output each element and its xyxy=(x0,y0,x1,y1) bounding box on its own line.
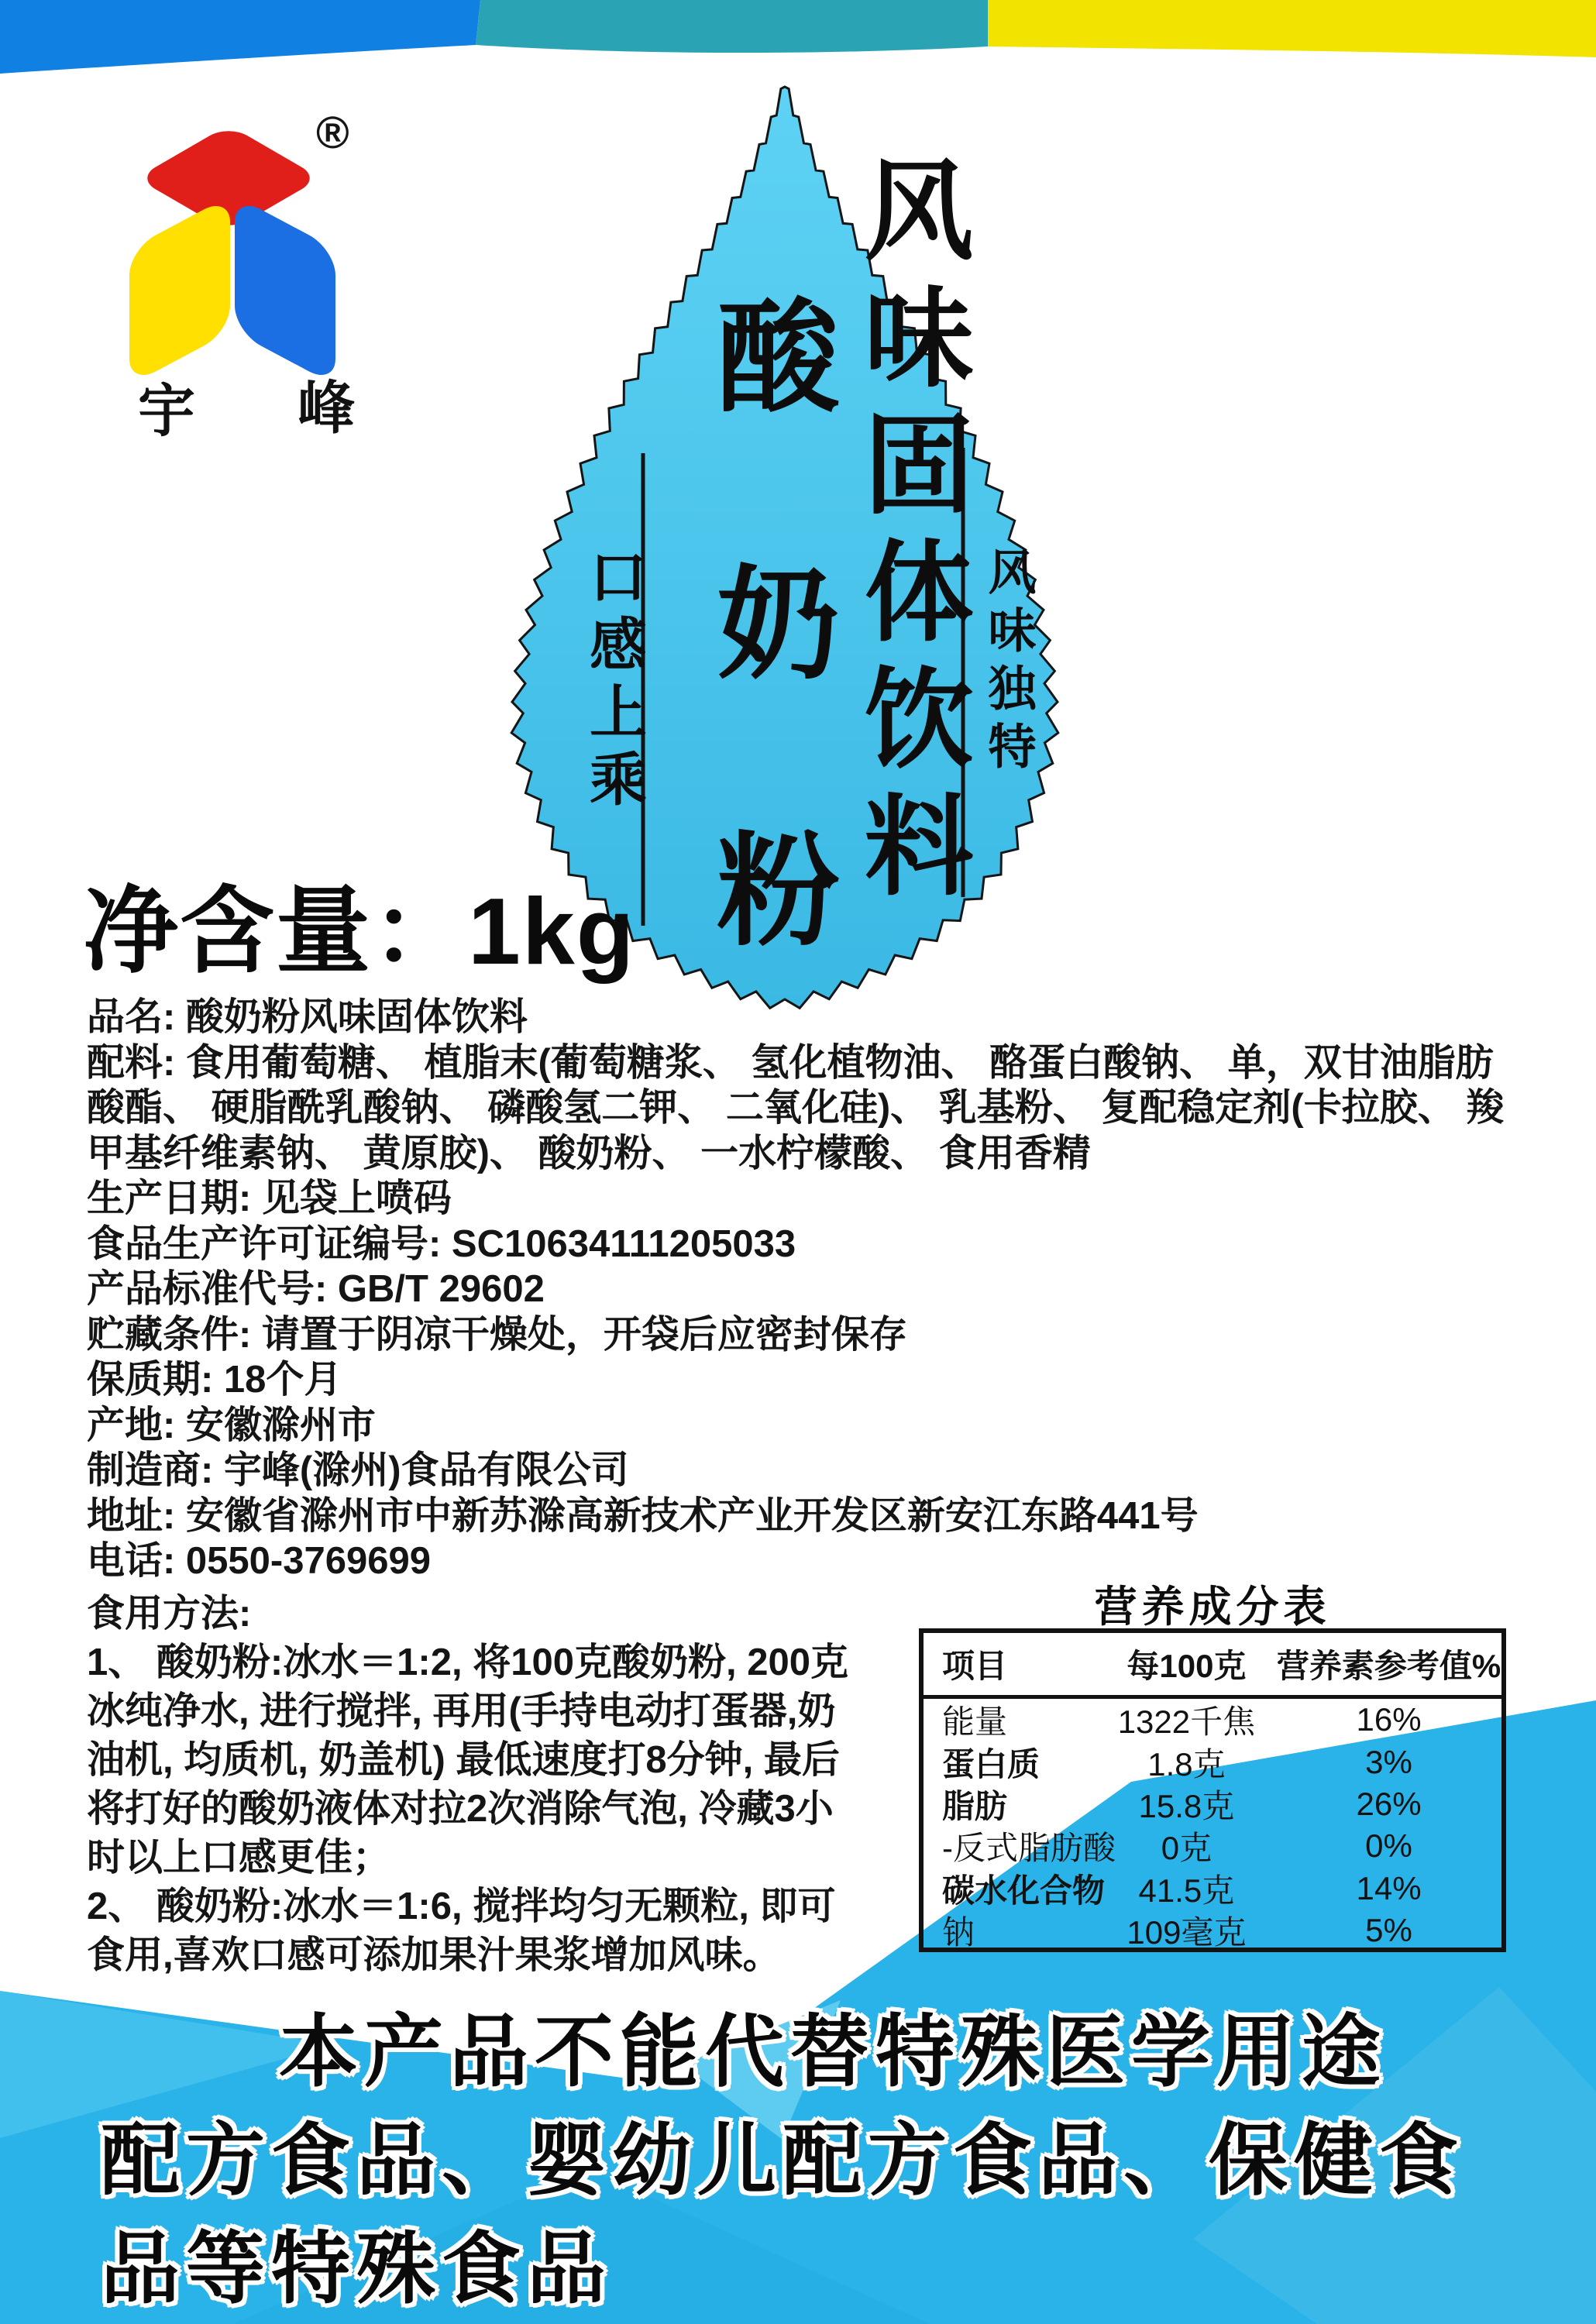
nutrient-amount: 15.8克 xyxy=(1138,1787,1235,1824)
info-line: 电话: 0550-3769699 xyxy=(87,1540,432,1582)
top-bar-yellow xyxy=(988,0,1596,57)
usage-line: 油机, 均质机, 奶盖机) 最低速度打8分钟, 最后 xyxy=(87,1739,840,1781)
drop-product-name: 酸奶粉 xyxy=(700,293,836,1092)
nutrient-name: 能量 xyxy=(942,1703,1008,1741)
info-line: 酸酯、 硬脂酰乳酸钠、 磷酸氢二钾、 二氧化硅)、 乳基粉、 复配稳定剂(卡拉胶、 羧 xyxy=(87,1087,1505,1129)
top-bar-blue xyxy=(0,0,480,74)
usage-line: 2、 酸奶粉:冰水＝1:6, 搅拌均匀无颗粒, 即可 xyxy=(87,1886,836,1927)
disclaimer-line: 品等特殊食品 xyxy=(101,2225,612,2313)
table-row xyxy=(924,1868,1501,1910)
net-content: 净含量：1kg xyxy=(84,878,636,984)
brand-cube-logo xyxy=(129,125,335,385)
info-line: 配料: 食用葡萄糖、 植脂末(葡萄糖浆、 氢化植物油、 酪蛋白酸钠、 单，双甘油脂肪 xyxy=(87,1041,1494,1084)
nutrient-nrv: 14% xyxy=(1356,1869,1422,1906)
nutrient-amount: 1.8克 xyxy=(1147,1745,1226,1783)
table-row xyxy=(924,1910,1501,1951)
table-row xyxy=(924,1825,1501,1867)
nutrient-name: 脂肪 xyxy=(942,1787,1008,1824)
logo-face-yellow xyxy=(129,195,230,385)
nutrition-header-nrv: 营养素参考值% xyxy=(1276,1648,1501,1684)
nutrient-nrv: 16% xyxy=(1356,1701,1422,1738)
top-bar-teal xyxy=(476,0,988,53)
usage-title: 食用方法: xyxy=(87,1593,252,1635)
table-row xyxy=(924,1699,1501,1741)
nutrient-amount: 41.5克 xyxy=(1138,1872,1235,1909)
usage-line: 冰纯净水, 进行搅拌, 再用(手持电动打蛋器,奶 xyxy=(87,1690,836,1732)
nutrition-header-per100: 每100克 xyxy=(1126,1648,1247,1684)
brand-name-right: 峰 xyxy=(298,376,355,440)
info-line: 食品生产许可证编号: SC10634111205033 xyxy=(87,1222,796,1265)
info-line: 品名: 酸奶粉风味固体饮料 xyxy=(87,996,528,1038)
table-row xyxy=(924,1783,1501,1825)
nutrition-header-row xyxy=(924,1633,1501,1699)
nutrient-name: -反式脂肪酸 xyxy=(942,1830,1116,1867)
registered-trademark-icon: ® xyxy=(316,108,349,158)
drop-slogan-left: 口感上乘 xyxy=(582,547,646,816)
nutrient-nrv: 5% xyxy=(1365,1912,1412,1949)
nutrient-amount: 109毫克 xyxy=(1126,1914,1247,1951)
drop-slogan-right: 风味独特 xyxy=(981,547,1034,779)
info-line: 贮藏条件: 请置于阴凉干燥处，开袋后应密封保存 xyxy=(87,1313,907,1356)
usage-line: 1、 酸奶粉:冰水＝1:2, 将100克酸奶粉, 200克 xyxy=(87,1642,848,1683)
brand-name-left: 宇 xyxy=(138,379,195,443)
nutrient-nrv: 3% xyxy=(1365,1743,1412,1780)
info-line: 产品标准代号: GB/T 29602 xyxy=(87,1268,545,1310)
nutrient-name: 碳水化合物 xyxy=(942,1872,1106,1909)
usage-line: 将打好的酸奶液体对拉2次消除气泡, 冷藏3小 xyxy=(87,1788,834,1830)
disclaimer-line: 配方食品、婴幼儿配方食品、保健食 xyxy=(101,2116,1464,2205)
nutrition-rows xyxy=(924,1699,1501,1951)
nutrition-header-item: 项目 xyxy=(942,1648,1008,1684)
nutrient-nrv: 0% xyxy=(1365,1827,1412,1865)
info-line: 产地: 安徽滁州市 xyxy=(87,1404,376,1446)
nutrient-amount: 0克 xyxy=(1161,1830,1212,1867)
nutrient-amount: 1322千焦 xyxy=(1117,1703,1256,1741)
info-line: 地址: 安徽省滁州市中新苏滁高新技术产业开发区新安江东路441号 xyxy=(87,1494,1199,1537)
nutrition-title: 营养成分表 xyxy=(1094,1583,1331,1631)
info-line: 保质期: 18个月 xyxy=(87,1359,342,1401)
product-info xyxy=(87,995,1504,1584)
nutrient-name: 钠 xyxy=(942,1914,975,1951)
nutrient-name: 蛋白质 xyxy=(942,1745,1040,1783)
info-line: 制造商: 宇峰(滁州)食品有限公司 xyxy=(87,1449,629,1491)
usage-instructions xyxy=(87,1590,924,1980)
drop-product-type: 风味固体饮料 xyxy=(849,153,972,916)
info-line: 生产日期: 见袋上喷码 xyxy=(87,1177,452,1219)
usage-line: 时以上口感更佳； xyxy=(87,1837,391,1879)
nutrition-table xyxy=(919,1628,1506,1952)
logo-face-blue xyxy=(235,195,335,385)
table-row xyxy=(924,1741,1501,1783)
info-line: 甲基纤维素钠、 黄原胶)、 酸奶粉、 一水柠檬酸、 食用香精 xyxy=(87,1132,1091,1174)
usage-line: 食用,喜欢口感可添加果汁果浆增加风味。 xyxy=(87,1934,781,1976)
nutrient-nrv: 26% xyxy=(1356,1785,1422,1822)
disclaimer-line: 本产品不能代替特殊医学用途 xyxy=(279,2008,1387,2096)
